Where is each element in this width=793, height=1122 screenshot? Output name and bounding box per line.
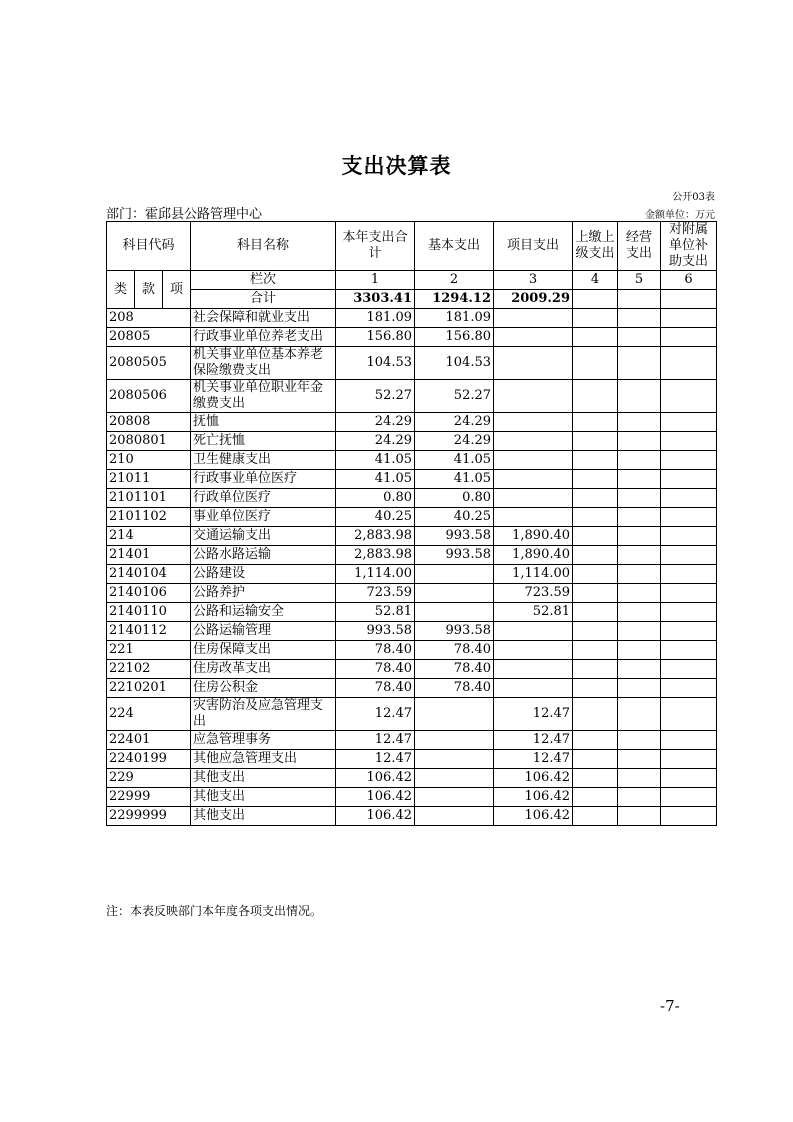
row-upper xyxy=(573,622,618,641)
row-basic: 52.27 xyxy=(415,380,494,413)
table-row xyxy=(107,584,717,603)
row-upper xyxy=(573,750,618,769)
row-operating xyxy=(618,769,661,788)
row-subsidy xyxy=(661,750,717,769)
row-name: 抚恤 xyxy=(191,413,336,432)
sum-total: 3303.41 xyxy=(336,290,415,309)
row-basic xyxy=(415,698,494,731)
row-operating xyxy=(618,565,661,584)
table-row xyxy=(107,731,717,750)
row-name: 公路运输管理 xyxy=(191,622,336,641)
row-name: 灾害防治及应急管理支出 xyxy=(191,698,336,731)
row-total: 106.42 xyxy=(336,788,415,807)
row-subsidy xyxy=(661,380,717,413)
row-subsidy xyxy=(661,347,717,380)
row-operating xyxy=(618,470,661,489)
row-name: 行政事业单位医疗 xyxy=(191,470,336,489)
table-note: 注：本表反映部门本年度各项支出情况。 xyxy=(106,904,323,918)
row-total: 41.05 xyxy=(336,451,415,470)
row-code: 2299999 xyxy=(107,807,191,826)
row-upper xyxy=(573,432,618,451)
row-total: 104.53 xyxy=(336,347,415,380)
row-project xyxy=(494,328,573,347)
row-project: 723.59 xyxy=(494,584,573,603)
row-upper xyxy=(573,347,618,380)
row-upper xyxy=(573,769,618,788)
row-subsidy xyxy=(661,470,717,489)
row-total: 41.05 xyxy=(336,470,415,489)
row-total: 106.42 xyxy=(336,769,415,788)
row-name: 住房保障支出 xyxy=(191,641,336,660)
row-operating xyxy=(618,527,661,546)
row-name: 公路水路运输 xyxy=(191,546,336,565)
row-operating xyxy=(618,622,661,641)
row-name: 行政事业单位养老支出 xyxy=(191,328,336,347)
row-upper xyxy=(573,309,618,328)
row-code: 2210201 xyxy=(107,679,191,698)
row-project xyxy=(494,347,573,380)
row-code: 210 xyxy=(107,451,191,470)
row-name: 公路和运输安全 xyxy=(191,603,336,622)
row-code: 2140106 xyxy=(107,584,191,603)
row-operating xyxy=(618,750,661,769)
header-upper: 上缴上级支出 xyxy=(573,222,618,271)
table-row xyxy=(107,413,717,432)
row-subsidy xyxy=(661,807,717,826)
header-xiang: 项 xyxy=(163,271,191,309)
sum-label: 合计 xyxy=(191,290,336,309)
row-project xyxy=(494,641,573,660)
row-total: 993.58 xyxy=(336,622,415,641)
row-code: 21011 xyxy=(107,470,191,489)
row-subsidy xyxy=(661,413,717,432)
row-basic xyxy=(415,584,494,603)
row-total: 723.59 xyxy=(336,584,415,603)
table-row xyxy=(107,750,717,769)
row-total: 78.40 xyxy=(336,679,415,698)
row-upper xyxy=(573,603,618,622)
table-row xyxy=(107,679,717,698)
row-total: 2,883.98 xyxy=(336,546,415,565)
row-operating xyxy=(618,584,661,603)
row-project: 1,890.40 xyxy=(494,527,573,546)
row-basic: 104.53 xyxy=(415,347,494,380)
col-number-3: 3 xyxy=(494,271,573,290)
row-upper xyxy=(573,546,618,565)
row-subsidy xyxy=(661,698,717,731)
row-code: 229 xyxy=(107,769,191,788)
row-total: 52.27 xyxy=(336,380,415,413)
row-code: 2080505 xyxy=(107,347,191,380)
row-project: 106.42 xyxy=(494,788,573,807)
table-row xyxy=(107,470,717,489)
row-operating xyxy=(618,807,661,826)
amount-unit-label: 金额单位：万元 xyxy=(645,210,715,221)
row-project: 52.81 xyxy=(494,603,573,622)
row-upper xyxy=(573,584,618,603)
row-name: 住房公积金 xyxy=(191,679,336,698)
row-upper xyxy=(573,641,618,660)
row-total: 0.80 xyxy=(336,489,415,508)
row-name: 其他支出 xyxy=(191,807,336,826)
header-subsidy: 对附属单位补助支出 xyxy=(661,222,717,271)
row-upper xyxy=(573,328,618,347)
row-code: 221 xyxy=(107,641,191,660)
row-code: 208 xyxy=(107,309,191,328)
table-row xyxy=(107,347,717,380)
row-code: 2140112 xyxy=(107,622,191,641)
row-operating xyxy=(618,508,661,527)
sum-project: 2009.29 xyxy=(494,290,573,309)
row-operating xyxy=(618,679,661,698)
row-name: 交通运输支出 xyxy=(191,527,336,546)
row-total: 78.40 xyxy=(336,641,415,660)
department-label: 部门：霍邱县公路管理中心 xyxy=(106,207,263,222)
row-code: 22102 xyxy=(107,660,191,679)
row-subsidy xyxy=(661,565,717,584)
row-subsidy xyxy=(661,731,717,750)
table-row xyxy=(107,489,717,508)
header-name: 科目名称 xyxy=(191,222,336,271)
row-project xyxy=(494,489,573,508)
row-name: 其他应急管理支出 xyxy=(191,750,336,769)
table-row xyxy=(107,641,717,660)
col-number-1: 1 xyxy=(336,271,415,290)
table-row xyxy=(107,451,717,470)
sum-operating xyxy=(618,290,661,309)
row-upper xyxy=(573,807,618,826)
col-number-5: 5 xyxy=(618,271,661,290)
row-code: 224 xyxy=(107,698,191,731)
header-row xyxy=(107,222,717,271)
row-name: 应急管理事务 xyxy=(191,731,336,750)
row-code: 2140110 xyxy=(107,603,191,622)
row-project xyxy=(494,660,573,679)
table-row xyxy=(107,432,717,451)
row-operating xyxy=(618,451,661,470)
row-project: 12.47 xyxy=(494,731,573,750)
row-subsidy xyxy=(661,603,717,622)
row-basic xyxy=(415,788,494,807)
row-code: 2101101 xyxy=(107,489,191,508)
row-total: 181.09 xyxy=(336,309,415,328)
row-name: 公路建设 xyxy=(191,565,336,584)
row-subsidy xyxy=(661,328,717,347)
table-row xyxy=(107,603,717,622)
row-name: 事业单位医疗 xyxy=(191,508,336,527)
row-total: 1,114.00 xyxy=(336,565,415,584)
col-number-4: 4 xyxy=(573,271,618,290)
row-project: 106.42 xyxy=(494,807,573,826)
row-subsidy xyxy=(661,527,717,546)
row-basic xyxy=(415,731,494,750)
sum-row xyxy=(107,290,717,309)
row-upper xyxy=(573,451,618,470)
row-basic xyxy=(415,603,494,622)
row-name: 公路养护 xyxy=(191,584,336,603)
row-total: 12.47 xyxy=(336,750,415,769)
row-basic: 41.05 xyxy=(415,451,494,470)
row-operating xyxy=(618,660,661,679)
row-code: 20808 xyxy=(107,413,191,432)
row-subsidy xyxy=(661,769,717,788)
row-upper xyxy=(573,470,618,489)
header-total: 本年支出合计 xyxy=(336,222,415,271)
row-project xyxy=(494,679,573,698)
table-row xyxy=(107,660,717,679)
row-operating xyxy=(618,380,661,413)
row-code: 214 xyxy=(107,527,191,546)
table-row xyxy=(107,565,717,584)
row-upper xyxy=(573,413,618,432)
row-total: 106.42 xyxy=(336,807,415,826)
header-lei: 类 xyxy=(107,271,135,309)
row-upper xyxy=(573,660,618,679)
row-code: 20805 xyxy=(107,328,191,347)
row-total: 24.29 xyxy=(336,413,415,432)
form-number: 公开03表 xyxy=(672,192,715,203)
row-name: 其他支出 xyxy=(191,769,336,788)
sum-basic: 1294.12 xyxy=(415,290,494,309)
row-subsidy xyxy=(661,508,717,527)
page-title: 支出决算表 xyxy=(341,153,452,178)
row-name: 行政单位医疗 xyxy=(191,489,336,508)
row-upper xyxy=(573,788,618,807)
row-subsidy xyxy=(661,489,717,508)
row-basic xyxy=(415,565,494,584)
row-subsidy xyxy=(661,546,717,565)
row-total: 24.29 xyxy=(336,432,415,451)
row-total: 52.81 xyxy=(336,603,415,622)
row-code: 2101102 xyxy=(107,508,191,527)
row-project xyxy=(494,432,573,451)
row-name: 死亡抚恤 xyxy=(191,432,336,451)
row-basic: 993.58 xyxy=(415,527,494,546)
column-number-row xyxy=(107,271,717,290)
row-basic: 78.40 xyxy=(415,641,494,660)
table-row xyxy=(107,380,717,413)
row-project: 106.42 xyxy=(494,769,573,788)
table-row xyxy=(107,508,717,527)
row-total: 156.80 xyxy=(336,328,415,347)
table-row xyxy=(107,309,717,328)
row-operating xyxy=(618,432,661,451)
row-upper xyxy=(573,565,618,584)
row-name: 卫生健康支出 xyxy=(191,451,336,470)
row-subsidy xyxy=(661,451,717,470)
row-project: 12.47 xyxy=(494,750,573,769)
row-subsidy xyxy=(661,584,717,603)
row-project: 12.47 xyxy=(494,698,573,731)
row-total: 78.40 xyxy=(336,660,415,679)
row-project xyxy=(494,380,573,413)
row-project: 1,114.00 xyxy=(494,565,573,584)
header-operating: 经营支出 xyxy=(618,222,661,271)
header-basic: 基本支出 xyxy=(415,222,494,271)
table-row xyxy=(107,622,717,641)
row-operating xyxy=(618,489,661,508)
header-project: 项目支出 xyxy=(494,222,573,271)
row-operating xyxy=(618,788,661,807)
header-kuan: 款 xyxy=(135,271,163,309)
expenditure-table xyxy=(106,221,717,826)
row-code: 2140104 xyxy=(107,565,191,584)
row-operating xyxy=(618,641,661,660)
row-basic: 40.25 xyxy=(415,508,494,527)
row-operating xyxy=(618,603,661,622)
row-project xyxy=(494,508,573,527)
row-operating xyxy=(618,309,661,328)
col-number-2: 2 xyxy=(415,271,494,290)
row-total: 12.47 xyxy=(336,731,415,750)
row-subsidy xyxy=(661,660,717,679)
row-operating xyxy=(618,413,661,432)
row-basic: 78.40 xyxy=(415,660,494,679)
table-row xyxy=(107,527,717,546)
row-name: 社会保障和就业支出 xyxy=(191,309,336,328)
header-lanci: 栏次 xyxy=(191,271,336,290)
row-project: 1,890.40 xyxy=(494,546,573,565)
row-code: 22401 xyxy=(107,731,191,750)
row-upper xyxy=(573,527,618,546)
header-code: 科目代码 xyxy=(107,222,191,271)
row-subsidy xyxy=(661,309,717,328)
row-basic: 78.40 xyxy=(415,679,494,698)
row-upper xyxy=(573,698,618,731)
row-name: 其他支出 xyxy=(191,788,336,807)
row-operating xyxy=(618,546,661,565)
table-row xyxy=(107,807,717,826)
row-upper xyxy=(573,731,618,750)
row-subsidy xyxy=(661,622,717,641)
row-subsidy xyxy=(661,432,717,451)
row-operating xyxy=(618,328,661,347)
row-basic: 993.58 xyxy=(415,622,494,641)
row-basic: 24.29 xyxy=(415,413,494,432)
table-row xyxy=(107,788,717,807)
row-basic: 24.29 xyxy=(415,432,494,451)
row-upper xyxy=(573,508,618,527)
row-basic: 993.58 xyxy=(415,546,494,565)
sum-subsidy xyxy=(661,290,717,309)
row-operating xyxy=(618,731,661,750)
col-number-6: 6 xyxy=(661,271,717,290)
row-project xyxy=(494,622,573,641)
table-row xyxy=(107,328,717,347)
table-row xyxy=(107,769,717,788)
row-total: 2,883.98 xyxy=(336,527,415,546)
row-code: 21401 xyxy=(107,546,191,565)
row-basic: 181.09 xyxy=(415,309,494,328)
row-upper xyxy=(573,380,618,413)
row-upper xyxy=(573,679,618,698)
row-operating xyxy=(618,347,661,380)
row-total: 40.25 xyxy=(336,508,415,527)
row-subsidy xyxy=(661,788,717,807)
row-upper xyxy=(573,489,618,508)
row-total: 12.47 xyxy=(336,698,415,731)
row-subsidy xyxy=(661,679,717,698)
table-row xyxy=(107,698,717,731)
row-operating xyxy=(618,698,661,731)
row-name: 机关事业单位基本养老保险缴费支出 xyxy=(191,347,336,380)
row-basic xyxy=(415,807,494,826)
row-basic: 156.80 xyxy=(415,328,494,347)
row-name: 机关事业单位职业年金缴费支出 xyxy=(191,380,336,413)
row-project xyxy=(494,309,573,328)
row-project xyxy=(494,470,573,489)
row-name: 住房改革支出 xyxy=(191,660,336,679)
row-project xyxy=(494,451,573,470)
row-subsidy xyxy=(661,641,717,660)
row-code: 2080506 xyxy=(107,380,191,413)
sum-upper xyxy=(573,290,618,309)
row-basic xyxy=(415,769,494,788)
row-basic: 0.80 xyxy=(415,489,494,508)
page-number: -7- xyxy=(660,997,680,1015)
row-basic: 41.05 xyxy=(415,470,494,489)
row-code: 2240199 xyxy=(107,750,191,769)
table-row xyxy=(107,546,717,565)
row-project xyxy=(494,413,573,432)
row-code: 22999 xyxy=(107,788,191,807)
row-code: 2080801 xyxy=(107,432,191,451)
row-basic xyxy=(415,750,494,769)
